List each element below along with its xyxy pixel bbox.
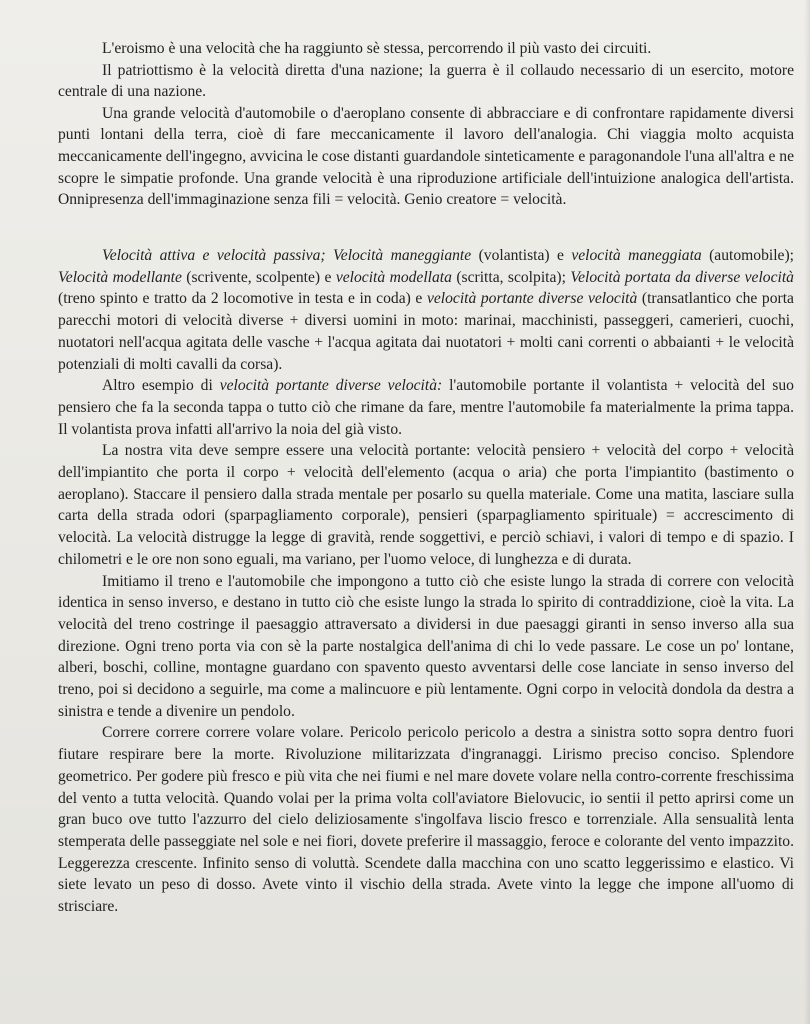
- paragraph-text: (automobile);: [701, 247, 794, 264]
- italic-term: velocità portante diverse velocità: [426, 290, 638, 308]
- paragraph: Una grande velocità d'automobile o d'aeroplano consente di abbracciare e di confrontare rapidamente diversi punti lontani della terra, cioè di fare meccanicamente il lavoro dell'analogia. Chi viaggia molto acquista meccanicamente dell'ingegno, avvicina le cose distanti guardandole sinteticamente e paragonandole l'una all'altra e ne scopre le simpatie profonde. Una grande velocità è una riproduzione artificiale dell'intuizione analogica dell'artista. Onnipresenza dell'immaginazione senza fili = velocità. Genio creatore = velocità.: [58, 104, 794, 209]
- paragraph-example: [58, 375, 794, 440]
- text-section-top: [58, 38, 794, 211]
- paragraph: Il patriottismo è la velocità diretta d'una nazione; la guerra è il collaudo necessario di un esercito, motore centrale di una nazione.: [58, 61, 794, 101]
- paragraph-text: (volantista) e: [471, 247, 572, 264]
- paragraph-text: (transatlantico che porta parecchi motori di velocità diverse + diversi uomini in moto: marinai, macchinisti, passeggeri, camerieri, cuochi, nuotatori nell'acqua agitata delle vasche + l'acqua agitata dai nuotatori + molti cani correnti o abbaianti + le velocità potenziali di molti cavalli da corsa).: [58, 290, 794, 373]
- paragraph: Correre correre correre volare volare. Pericolo pericolo pericolo a destra a sinistra sotto sopra dentro fuori fiutare respirare bere la morte. Rivoluzione militarizzata d'ingranaggi. Lirismo preciso conciso. Splendore geometrico. Per godere più fresco e più vita che nei fiumi e nel mare dovete volare nella contro-corrente freschissima del vento a tutta velocità. Quando volai per la prima volta coll'aviatore Bielovucic, io sentii il petto aprirsi come un gran buco ove tutto l'azzurro del cielo deliziosamente s'ingolfava liscio fresco e torrenziale. Alla sensualità lenta stemperata delle passeggiate nel sole e nei fiori, dovete preferire il massaggio, feroce e colorante del vento impazzito. Leggerezza crescente. Infinito senso di voluttà. Scendete dalla macchina con uno scatto leggerissimo e elastico. Vi siete levato un peso di dosso. Avete vinto il vischio della strada. Avete vinto la legge che impone all'uomo di strisciare.: [58, 724, 794, 916]
- paragraph-text: Altro esempio di: [102, 377, 220, 395]
- italic-term: Velocità modellante: [58, 268, 182, 286]
- paragraph-velocity-types: [58, 245, 794, 375]
- paragraph: Imitiamo il treno e l'automobile che impongono a tutto ciò che esiste lungo la strada di correre con velocità identica in senso inverso, e destano in tutto ciò che esiste lungo la strada lo spirito di contraddizione, cioè la vita. La velocità del treno costringe il paesaggio attraversato a dividersi in due paesaggi giranti in senso inverso alla sua direzione. Ogni treno porta via con sè la parte nostalgica dell'anima di chi lo vede passare. Le cose un po' lontane, alberi, boschi, colline, montagne guardano con spavento questo avventarsi delle cose lanciate in senso inverso del treno, poi si decidono a seguirle, ma come a malincuore e più lentamente. Ogni corpo in velocità dondola da destra a sinistra e tende a divenire un pendolo.: [58, 572, 794, 720]
- paragraph: La nostra vita deve sempre essere una velocità portante: velocità pensiero + velocità del corpo + velocità dell'impiantito che porta il corpo + velocità dell'elemento (acqua o aria) che porta l'impiantito (bastimento o aeroplano). Staccare il pensiero dalla strada mentale per posarlo su quella materiale. Come una matita, lasciare sulla carta della strada odori (sparpagliamento corporale), pensieri (sparpagliamento spirituale) = accrescimento di velocità. La velocità distrugge la legge di gravità, rende soggettivi, e perciò schiavi, i valori di tempo e di spazio. I chilometri e le ore non sono eguali, ma variano, per l'uomo veloce, di lunghezza e di durata.: [58, 442, 794, 568]
- paragraph-text: (treno spinto e tratto da 2 locomotive in testa e in coda) e: [58, 290, 427, 308]
- paragraph: L'eroismo è una velocità che ha raggiunto sè stessa, percorrendo il più vasto dei circuiti.: [102, 40, 652, 57]
- italic-term: Velocità portata da diverse velocità: [570, 268, 794, 286]
- paragraph-text: l'automobile portante il volantista + velocità del suo pensiero che fa la seconda tappa o tutto ciò che rimane da fare, mentre l'automobile fa materialmente la prima tappa. Il volantista prova infatti all'arrivo la noia del già visto.: [58, 377, 794, 438]
- italic-term: velocità maneggiata: [571, 247, 702, 264]
- page-edge-shadow: [804, 0, 810, 1024]
- italic-term: velocità modellata: [335, 268, 452, 286]
- text-section-main: [58, 245, 794, 918]
- paragraph-text: (scritta, scolpita);: [451, 268, 571, 286]
- italic-term: velocità portante diverse velocità:: [219, 377, 443, 395]
- italic-term: Velocità attiva e velocità passiva;: [102, 247, 326, 264]
- italic-term: Velocità maneggiante: [333, 247, 472, 264]
- paragraph-text: (scrivente, scolpente) e: [181, 268, 336, 286]
